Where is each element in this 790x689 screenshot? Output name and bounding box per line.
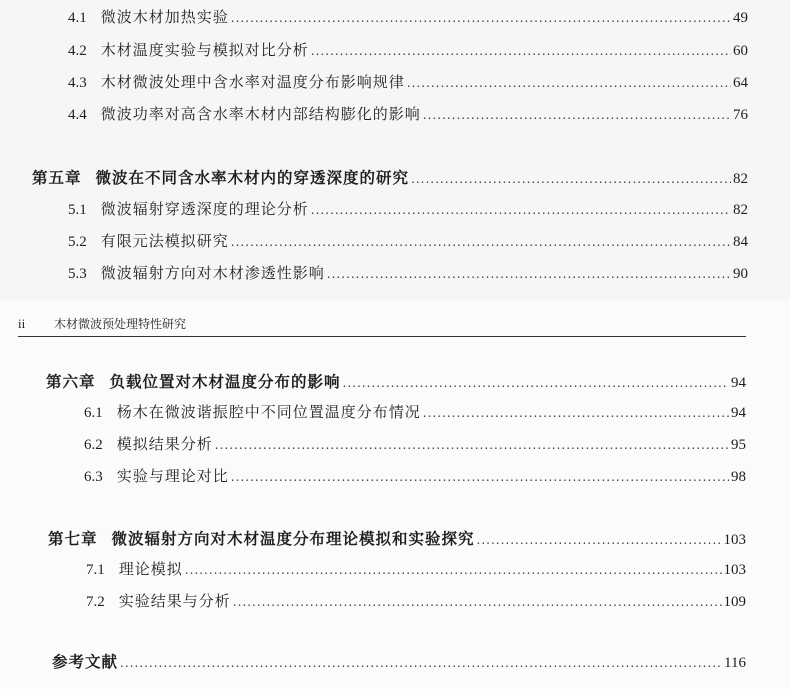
toc-chapter-7[interactable] bbox=[48, 527, 746, 549]
dot-leader bbox=[215, 438, 729, 452]
dot-leader bbox=[327, 267, 731, 281]
section-title: 实验与理论对比 bbox=[116, 467, 229, 485]
chapter-title: 负载位置对木材温度分布的影响 bbox=[109, 372, 341, 391]
dot-leader bbox=[311, 203, 731, 217]
page-number: 60 bbox=[733, 43, 748, 59]
chapter-title: 微波在不同含水率木材内的穿透深度的研究 bbox=[95, 168, 410, 187]
dot-leader bbox=[407, 76, 731, 90]
toc-entry-4-3[interactable] bbox=[68, 71, 748, 92]
dot-leader bbox=[411, 172, 731, 186]
page-number: 103 bbox=[723, 532, 746, 548]
dot-leader bbox=[231, 470, 729, 484]
toc-entry-7-2[interactable] bbox=[86, 590, 746, 611]
header-page-number: ii bbox=[18, 316, 26, 331]
running-header bbox=[18, 315, 746, 337]
section-number: 4.1 bbox=[68, 10, 87, 26]
page-number: 90 bbox=[733, 266, 748, 282]
dot-leader bbox=[423, 108, 731, 122]
page-number: 94 bbox=[731, 375, 746, 391]
page-number: 95 bbox=[731, 437, 746, 453]
dot-leader bbox=[233, 595, 722, 609]
section-title: 实验结果与分析 bbox=[118, 592, 231, 610]
section-number: 5.3 bbox=[68, 266, 87, 282]
page-number: 64 bbox=[733, 75, 748, 91]
toc-entry-6-2[interactable] bbox=[84, 433, 746, 454]
section-title: 杨木在微波谐振腔中不同位置温度分布情况 bbox=[116, 403, 421, 421]
page-number: 94 bbox=[731, 405, 746, 421]
header-book-title: 木材微波预处理特性研究 bbox=[54, 317, 187, 331]
section-number: 6.2 bbox=[84, 437, 103, 453]
page-number: 84 bbox=[733, 234, 748, 250]
section-title: 微波木材加热实验 bbox=[100, 8, 229, 26]
section-number: 4.4 bbox=[68, 107, 87, 123]
page-number: 109 bbox=[723, 594, 746, 610]
dot-leader bbox=[185, 563, 722, 577]
section-number: 7.2 bbox=[86, 594, 105, 610]
dot-leader bbox=[120, 656, 722, 670]
toc-entry-5-1[interactable] bbox=[68, 198, 748, 219]
chapter-label: 第五章 bbox=[32, 168, 82, 187]
page-number: 76 bbox=[733, 107, 748, 123]
section-title: 微波功率对高含水率木材内部结构膨化的影响 bbox=[100, 105, 421, 123]
page-number: 98 bbox=[731, 469, 746, 485]
page-number: 103 bbox=[723, 562, 746, 578]
section-number: 6.3 bbox=[84, 469, 103, 485]
section-title: 木材温度实验与模拟对比分析 bbox=[100, 41, 309, 59]
section-title: 微波辐射穿透深度的理论分析 bbox=[100, 200, 309, 218]
toc-entry-5-2[interactable] bbox=[68, 230, 748, 251]
toc-entry-6-1[interactable] bbox=[84, 401, 746, 422]
page-number: 116 bbox=[724, 655, 746, 671]
dot-leader bbox=[311, 44, 731, 58]
dot-leader bbox=[423, 406, 729, 420]
toc-entry-4-2[interactable] bbox=[68, 39, 748, 60]
dot-leader bbox=[231, 235, 731, 249]
references-title: 参考文献 bbox=[52, 652, 119, 671]
toc-chapter-5[interactable] bbox=[32, 166, 748, 188]
toc-entry-5-3[interactable] bbox=[68, 262, 748, 283]
section-number: 5.2 bbox=[68, 234, 87, 250]
section-number: 7.1 bbox=[86, 562, 105, 578]
toc-entry-7-1[interactable] bbox=[86, 558, 746, 579]
page-number: 82 bbox=[733, 202, 748, 218]
toc-entry-4-4[interactable] bbox=[68, 103, 748, 124]
chapter-title: 微波辐射方向对木材温度分布理论模拟和实验探究 bbox=[111, 529, 475, 548]
section-title: 微波辐射方向对木材渗透性影响 bbox=[100, 264, 325, 282]
page-number: 49 bbox=[733, 10, 748, 26]
section-number: 4.3 bbox=[68, 75, 87, 91]
toc-chapter-6[interactable] bbox=[46, 370, 746, 392]
section-title: 木材微波处理中含水率对温度分布影响规律 bbox=[100, 73, 405, 91]
page-number: 82 bbox=[733, 171, 748, 187]
dot-leader bbox=[343, 376, 729, 390]
chapter-label: 第七章 bbox=[48, 529, 98, 548]
toc-page-lower bbox=[0, 300, 790, 689]
section-number: 6.1 bbox=[84, 405, 103, 421]
section-title: 模拟结果分析 bbox=[116, 435, 213, 453]
chapter-label: 第六章 bbox=[46, 372, 96, 391]
toc-references[interactable] bbox=[52, 650, 746, 672]
dot-leader bbox=[231, 11, 731, 25]
section-title: 有限元法模拟研究 bbox=[100, 232, 229, 250]
section-number: 4.2 bbox=[68, 43, 87, 59]
section-title: 理论模拟 bbox=[118, 560, 183, 578]
dot-leader bbox=[477, 533, 722, 547]
toc-entry-6-3[interactable] bbox=[84, 465, 746, 486]
section-number: 5.1 bbox=[68, 202, 87, 218]
toc-entry-4-1[interactable] bbox=[68, 6, 748, 27]
